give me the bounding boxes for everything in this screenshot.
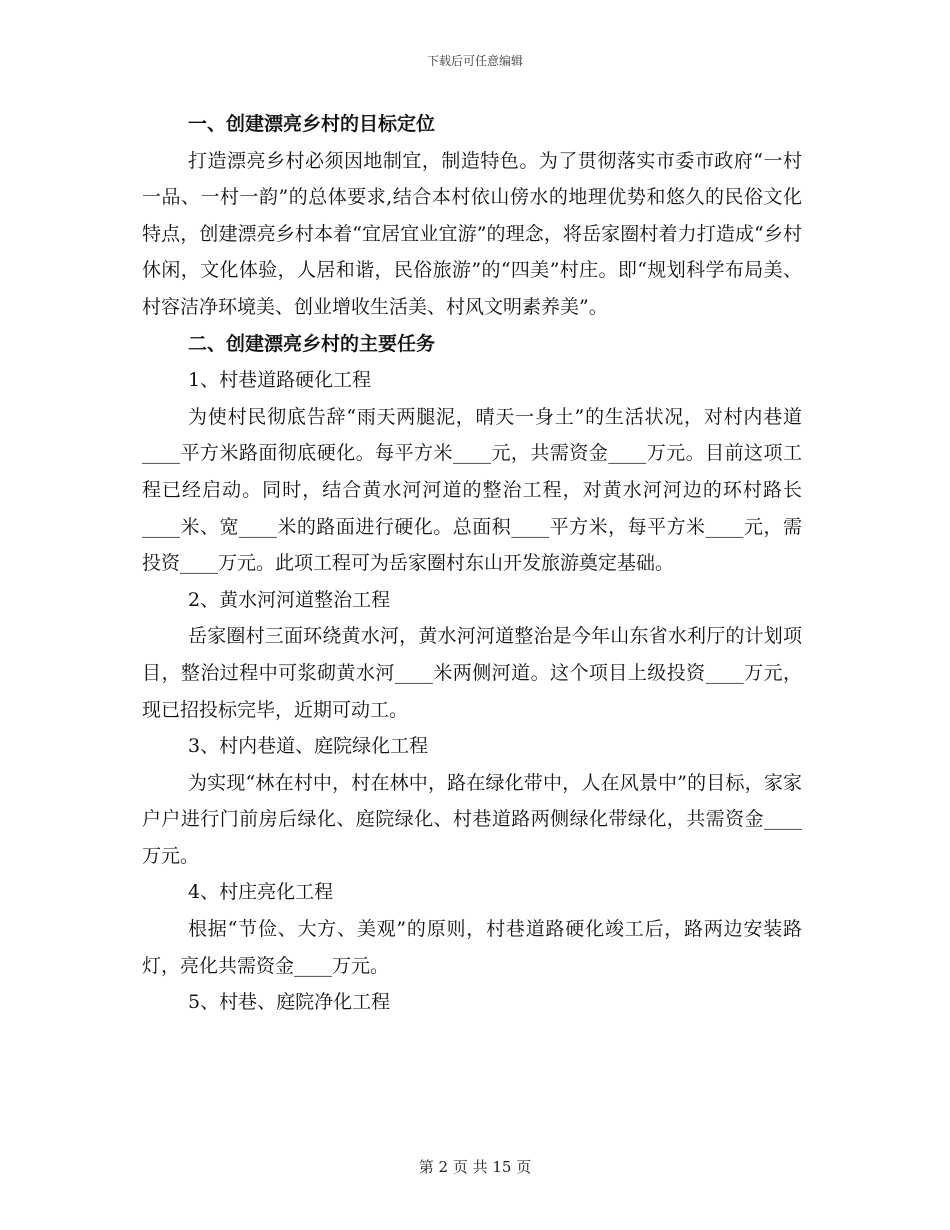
task-5-heading: 5、村巷、庭院净化工程	[188, 991, 391, 1014]
task-4-heading: 4、村庄亮化工程	[188, 881, 334, 904]
task-2-heading: 2、黄水河河道整治工程	[188, 588, 391, 611]
task-3-heading: 3、村内巷道、庭院绿化工程	[188, 735, 429, 758]
task-4-paragraph: 根据“节俭、大方、美观”的原则，村巷道路硬化竣工后，路两边安装路灯，亮化共需资金____万元。	[142, 918, 802, 977]
page-header: 下载后可任意编辑	[426, 54, 523, 68]
section-1-heading: 一、创建漂亮乡村的目标定位	[188, 113, 436, 135]
section-1-paragraph: 打造漂亮乡村必须因地制宜，制造特色。为了贯彻落实市委市政府“一村一品、一村一韵”的总体要求,结合本村依山傍水的地理优势和悠久的民俗文化特点，创建漂亮乡村本着“宜居宜业宜游”的理念，将岳家圈村着力打造成“乡村休闲，文化体验，人居和谐，民俗旅游”的“四美”村庄。即“规划科学布局美、村容洁净环境美、创业增收生活美、村风文明素养美”。	[142, 149, 802, 318]
task-3-paragraph: 为实现“林在村中，村在林中，路在绿化带中，人在风景中”的目标，家家户户进行门前房后绿化、庭院绿化、村巷道路两侧绿化带绿化，共需资金____万元。	[142, 771, 802, 867]
document-body	[142, 106, 802, 1021]
task-2-paragraph: 岳家圈村三面环绕黄水河，黄水河河道整治是今年山东省水利厅的计划项目，整治过程中可浆砌黄水河____米两侧河道。这个项目上级投资____万元，现已招投标完毕，近期可动工。	[142, 625, 802, 721]
section-2-heading: 二、创建漂亮乡村的主要任务	[188, 332, 436, 355]
page-footer: 第 2 页 共 15 页	[418, 1158, 532, 1176]
task-1-paragraph: 为使村民彻底告辞“雨天两腿泥，晴天一身土”的生活状况，对村内巷道____平方米路面彻底硬化。每平方米____元，共需资金____万元。目前这项工程已经启动。同时，结合黄水河河道的整治工程，对黄水河河边的环村路长____米、宽____米的路面进行硬化。总面积____平方米，每平方米____元，需投资____万元。此项工程可为岳家圈村东山开发旅游奠定基础。	[142, 405, 802, 575]
task-1-heading: 1、村巷道路硬化工程	[188, 369, 372, 392]
